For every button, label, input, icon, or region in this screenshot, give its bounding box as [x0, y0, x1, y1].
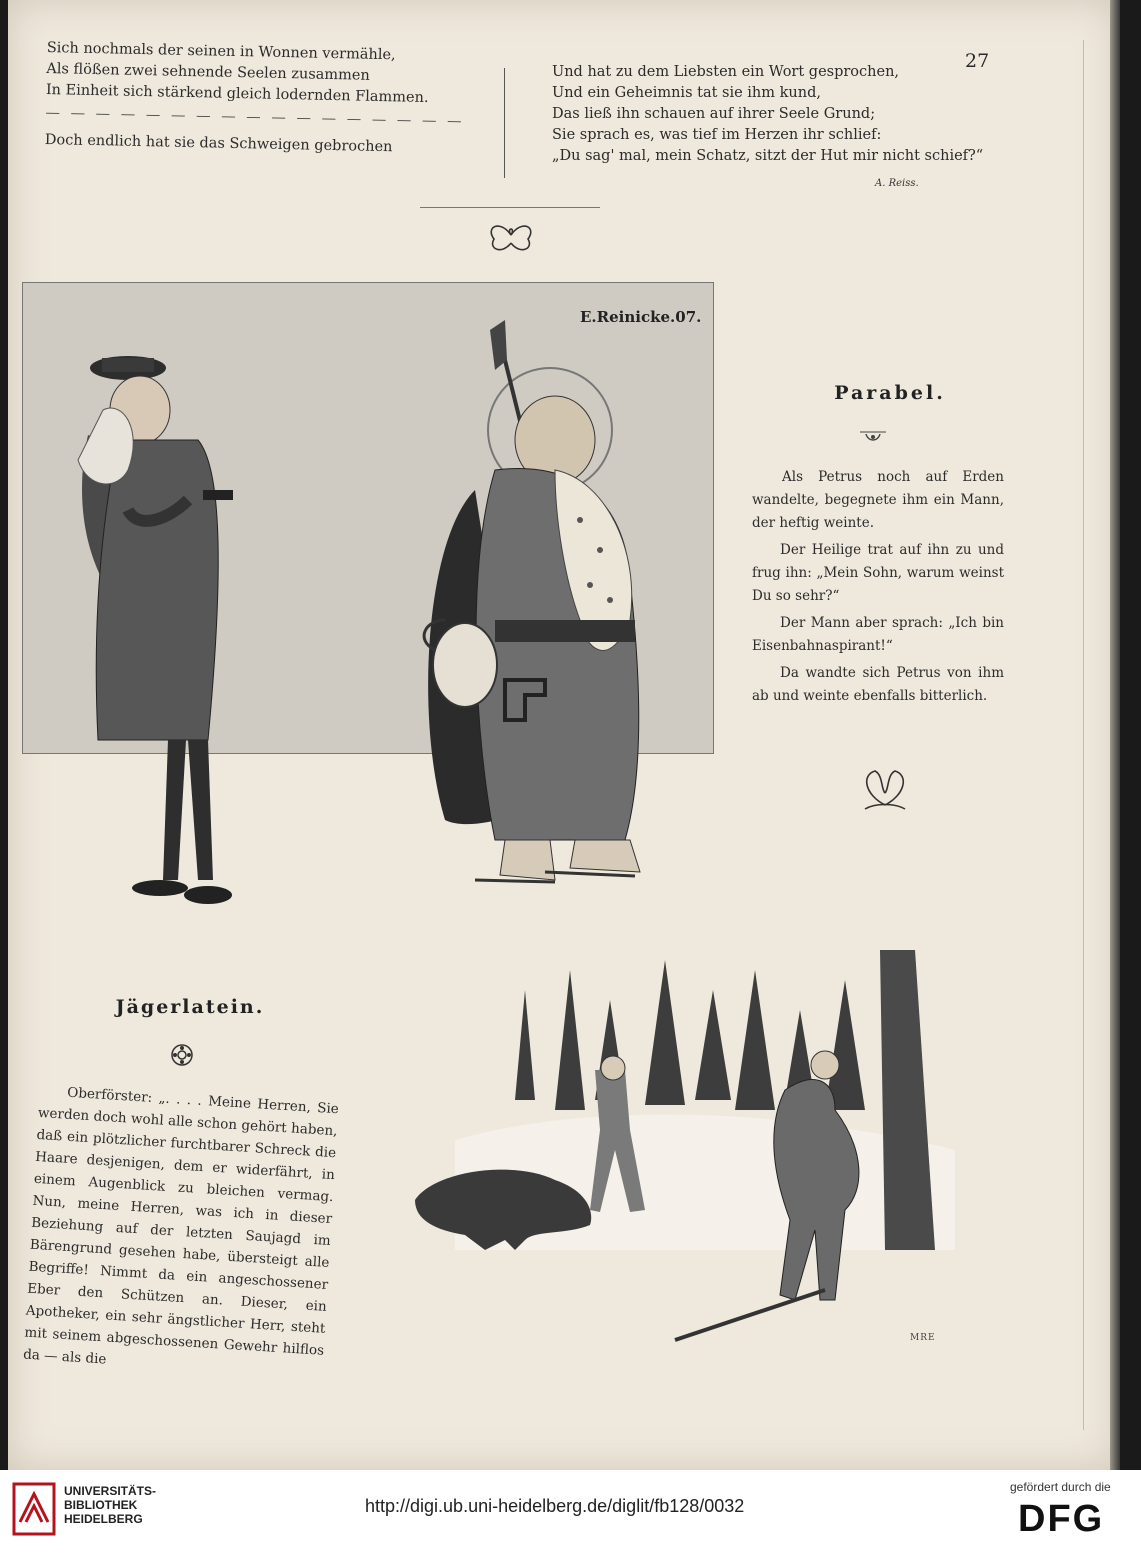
right-margin-rule	[1083, 40, 1084, 1430]
poem-line: Und ein Geheimnis tat sie ihm kund,	[552, 85, 821, 101]
poem-line: Als flößen zwei sehnende Seelen zusammen	[46, 60, 370, 84]
ornament-rule	[420, 207, 600, 208]
poem-line: „Du sag' mal, mein Schatz, sitzt der Hut mir nicht schief?“	[552, 148, 984, 164]
jaegerlatein-paragraph: Oberförster: „. . . . Meine Herren, Sie werden doch wohl alle schon gehört haben, daß ein plötzlicher furchtbarer Schreck die Haare desjenigen, dem er widerfährt, in einem Augenblick zu bleichen vermag. Nun, meine Herren, was ich in dieser Beziehung auf der letzten Saujagd im Bärengrund gesehen habe, übersteigt alle Begriffe! Nimmt da ein angeschossener Eber den Schützen an. Dieser, ein Apotheker, ein sehr ängstlicher Herr, steht mit seinem abgeschossenen Gewehr hilflos da — als die	[22, 1084, 340, 1368]
source-url-link[interactable]: http://digi.ub.uni-heidelberg.de/diglit/fb128/0032	[365, 1496, 745, 1516]
crying-conductor-figure	[48, 340, 298, 930]
crying-saint-peter-figure	[405, 320, 665, 900]
parabel-title: Parabel.	[834, 382, 946, 404]
illustration-boar-hunt	[395, 950, 1035, 1360]
institution-line: HEIDELBERG	[64, 1512, 143, 1526]
jaegerlatein-text	[23, 1080, 340, 1384]
poem-column-divider	[504, 68, 505, 178]
poem-dash-line: — — — — — — — — — — — — — — — — —	[45, 104, 465, 130]
page-number: 27	[965, 50, 990, 72]
parabel-paragraph: Da wandte sich Petrus von ihm ab und weinte ebenfalls bitterlich.	[752, 665, 1004, 704]
parabel-text	[752, 466, 1004, 712]
jaegerlatein-title: Jägerlatein.	[115, 996, 265, 1018]
poem-line: Sie sprach es, was tief im Herzen ihr schlief:	[552, 127, 882, 143]
illustration-signature-bottom: MRE	[910, 1333, 936, 1343]
poem-line: Sich nochmals der seinen in Wonnen vermähle,	[46, 39, 396, 64]
poem-left-column	[45, 38, 487, 160]
institution-line: BIBLIOTHEK	[64, 1498, 138, 1512]
institution-line: UNIVERSITÄTS-	[64, 1484, 157, 1498]
small-flourish-icon	[858, 428, 888, 444]
poem-line: In Einheit sich stärkend gleich lodernden Flammen.	[45, 81, 429, 107]
dfg-logo[interactable]: DFG	[1018, 1498, 1105, 1540]
page-edge	[1110, 0, 1120, 1470]
parabel-paragraph: Als Petrus noch auf Erden wandelte, begegnete ihm ein Mann, der heftig weinte.	[752, 469, 1004, 531]
tulip-ornament-icon	[855, 765, 915, 815]
poem-line: Doch endlich hat sie das Schweigen gebrochen	[44, 131, 393, 156]
parabel-paragraph: Der Heilige trat auf ihn zu und frug ihn: „Mein Sohn, warum weinst Du so sehr?“	[752, 542, 1004, 604]
poem-author: A. Reiss.	[875, 178, 919, 189]
clover-ornament-icon	[480, 209, 542, 259]
footer-bar	[0, 1470, 1141, 1553]
poem-line: Das ließ ihn schauen auf ihrer Seele Grund;	[552, 106, 876, 122]
parabel-paragraph: Der Mann aber sprach: „Ich bin Eisenbahnaspirant!“	[752, 615, 1004, 654]
poem-right-column	[552, 62, 982, 167]
illustration-signature: E.Reinicke.07.	[580, 308, 702, 326]
sponsor-label: gefördert durch die	[1010, 1480, 1111, 1494]
rosette-ornament-icon	[170, 1043, 194, 1067]
poem-line: Und hat zu dem Liebsten ein Wort gesprochen,	[552, 64, 900, 80]
university-library-logo-icon[interactable]	[12, 1482, 56, 1536]
institution-name[interactable]	[64, 1484, 156, 1526]
